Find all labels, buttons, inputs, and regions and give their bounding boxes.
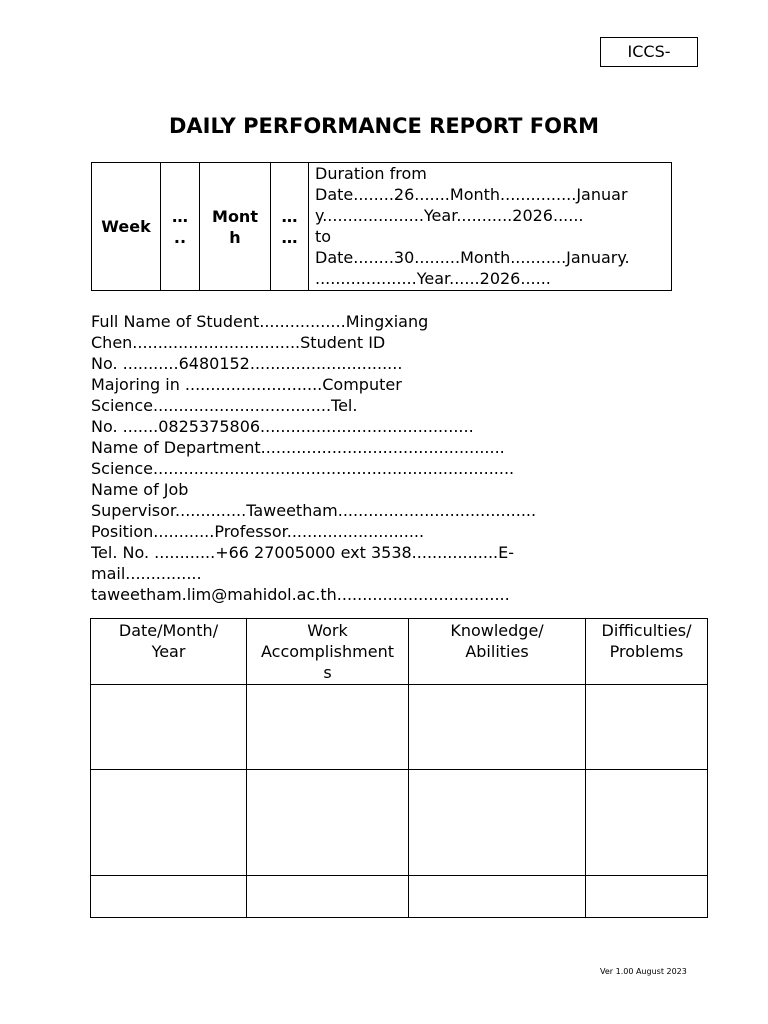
info-line: Supervisor..............Taweetham....................................... — [91, 501, 537, 520]
table-cell[interactable] — [91, 685, 247, 770]
table-row — [91, 770, 708, 876]
date-header — [91, 619, 247, 685]
info-line: No. ...........6480152.............................. — [91, 354, 403, 373]
info-line: mail............... — [91, 564, 202, 583]
header-line: Accomplishment — [261, 642, 394, 661]
duration-line: Duration from — [315, 164, 427, 183]
month-value-cell — [271, 163, 309, 291]
period-table — [91, 162, 672, 291]
month-value-line: … — [281, 206, 298, 226]
header-line: Problems — [609, 642, 684, 661]
info-line: Science....................................................................... — [91, 459, 515, 478]
info-line: Name of Department................................................ — [91, 438, 505, 457]
form-code-box — [600, 37, 698, 67]
info-line: Majoring in ...........................Computer — [91, 375, 402, 394]
week-value-line: .. — [173, 227, 187, 247]
header-line: Date/Month/ — [118, 621, 219, 640]
table-cell[interactable] — [247, 876, 409, 918]
page-title: DAILY PERFORMANCE REPORT FORM — [168, 114, 600, 138]
duration-line: Date........30.........Month...........January. — [315, 248, 630, 267]
header-line: Knowledge/ — [450, 621, 544, 640]
week-label-cell — [92, 163, 161, 291]
header-line: Difficulties/ — [601, 621, 692, 640]
version-note: Ver 1.00 August 2023 — [600, 967, 687, 976]
info-line: Tel. No. ............+66 27005000 ext 3538.................E- — [91, 543, 515, 562]
table-cell[interactable] — [409, 685, 586, 770]
difficulties-header — [586, 619, 708, 685]
table-cell[interactable] — [586, 876, 708, 918]
table-cell[interactable] — [409, 770, 586, 876]
month-label-line: Mont — [212, 206, 258, 226]
table-cell[interactable] — [247, 770, 409, 876]
table-row — [91, 685, 708, 770]
duration-line: Date........26.......Month...............Januar — [315, 185, 628, 204]
duration-cell — [309, 163, 672, 291]
week-value-line: … — [172, 206, 188, 226]
table-row — [91, 876, 708, 918]
student-info — [91, 311, 571, 605]
table-cell[interactable] — [91, 770, 247, 876]
table-cell[interactable] — [586, 685, 708, 770]
info-line: No. .......0825375806.......................................... — [91, 417, 474, 436]
month-label-cell — [200, 163, 271, 291]
month-value-line: … — [281, 227, 298, 247]
header-line: Abilities — [465, 642, 529, 661]
table-cell[interactable] — [409, 876, 586, 918]
table-cell[interactable] — [91, 876, 247, 918]
duration-line: ....................Year......2026...... — [315, 269, 551, 288]
header-line: s — [323, 663, 332, 682]
table-cell[interactable] — [247, 685, 409, 770]
week-label: Week — [101, 217, 151, 236]
form-code: ICCS- — [627, 42, 671, 61]
table-cell[interactable] — [586, 770, 708, 876]
work-header — [247, 619, 409, 685]
duration-line: to — [315, 227, 332, 246]
info-line: Position............Professor........................... — [91, 522, 425, 541]
duration-line: y....................Year...........2026...... — [315, 206, 584, 225]
info-line: Full Name of Student.................Mingxiang — [91, 312, 429, 331]
header-line: Work — [307, 621, 348, 640]
info-line: Chen.................................Student ID — [91, 333, 386, 352]
info-line: Name of Job — [91, 480, 189, 499]
week-value-cell — [161, 163, 200, 291]
knowledge-header — [409, 619, 586, 685]
info-line: taweetham.lim@mahidol.ac.th.................................. — [91, 585, 510, 604]
log-header-row — [91, 619, 708, 685]
info-line: Science...................................Tel. — [91, 396, 358, 415]
header-line: Year — [151, 642, 186, 661]
month-label-line: h — [229, 227, 241, 247]
daily-log-table — [90, 618, 708, 918]
